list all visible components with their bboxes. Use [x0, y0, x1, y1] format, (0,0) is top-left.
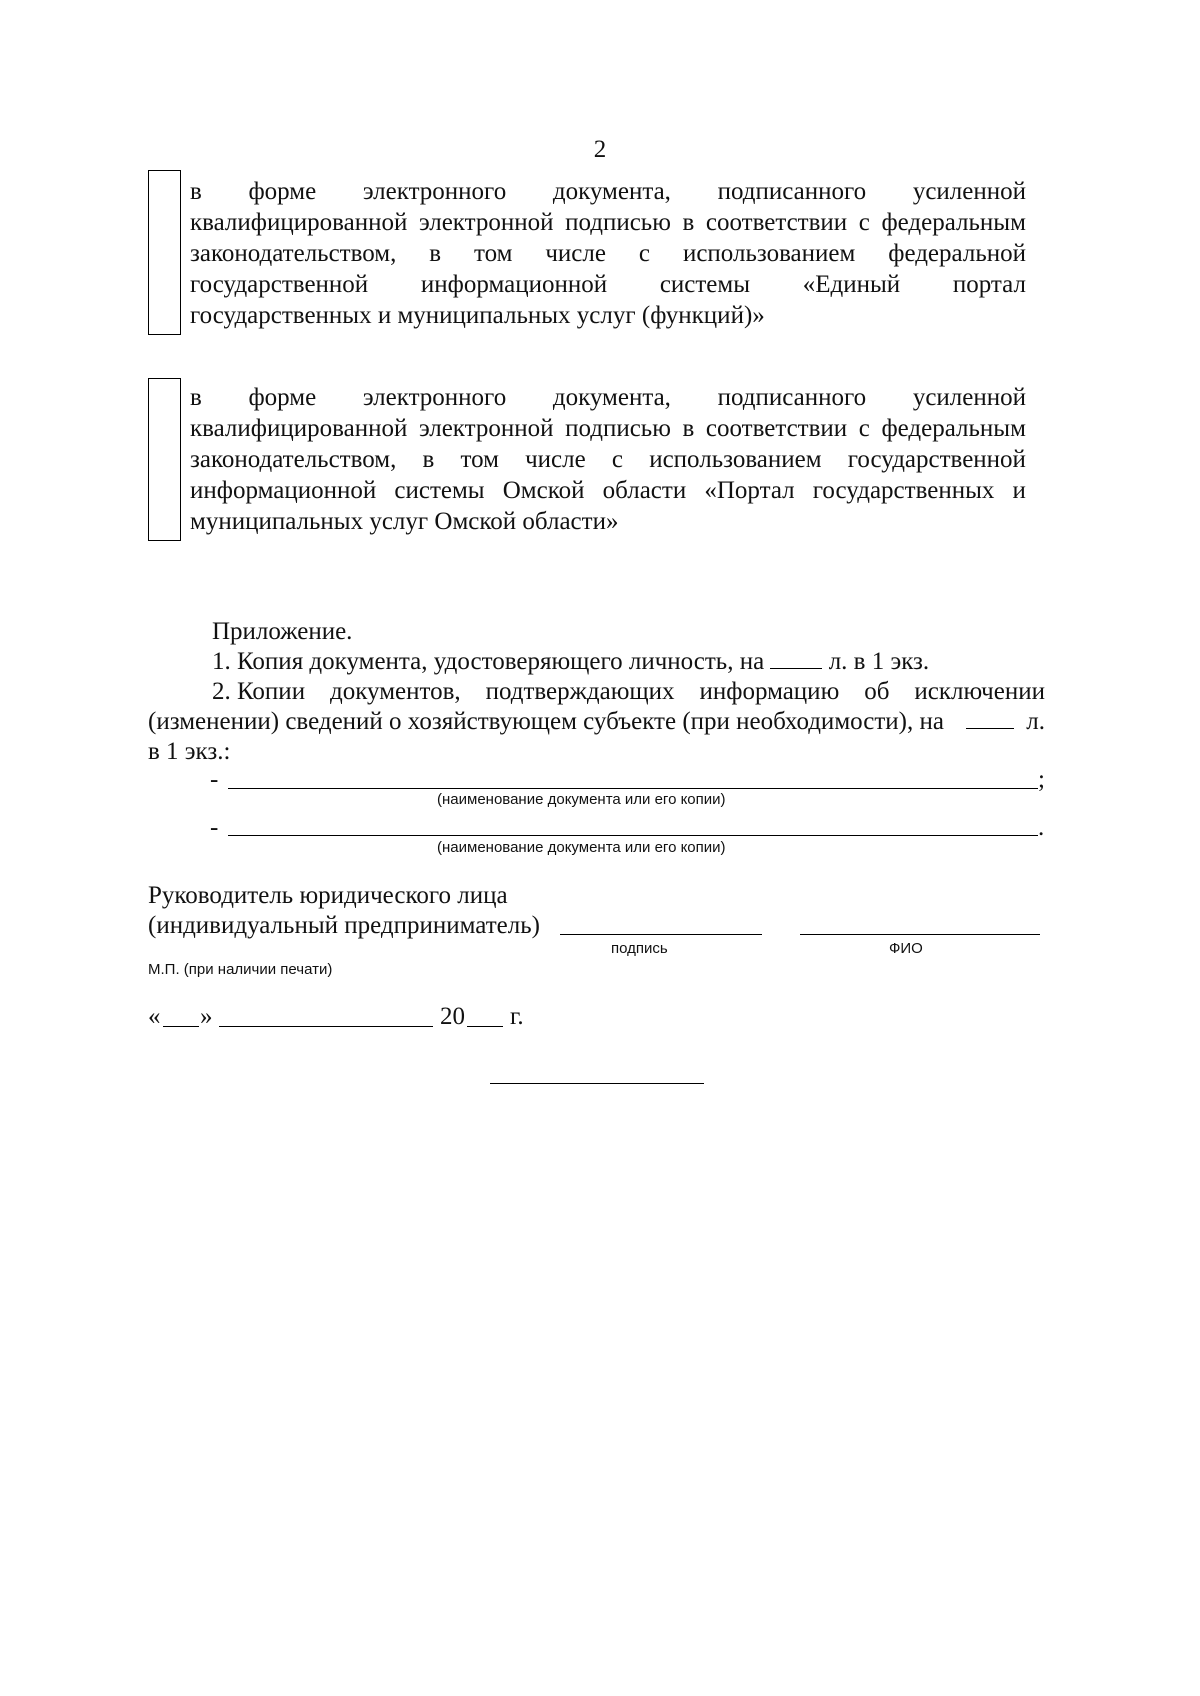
option-2-line-4	[190, 475, 1026, 506]
attachment-item-2-line-1	[212, 676, 1045, 707]
word: документа,	[552, 384, 671, 411]
word: государственных	[812, 477, 995, 504]
signature-caption: подпись	[611, 940, 668, 957]
word: усиленной	[912, 178, 1026, 205]
word: использованием	[682, 240, 856, 267]
option-1-line-3	[190, 238, 1026, 269]
word: подписью	[565, 415, 671, 442]
word: государственной	[847, 446, 1026, 473]
attachment-item-1	[212, 646, 929, 677]
word: том	[473, 240, 513, 267]
line-text: информационной	[190, 477, 377, 504]
doc-line-1-end: ;	[1038, 766, 1045, 793]
word: форме	[248, 178, 317, 205]
item-2-line-2-text: (изменении) сведений о хозяйствующем субъекте (при необходимости), на	[148, 708, 944, 735]
word: в	[190, 178, 202, 205]
item-1-text: 1. Копия документа, удостоверяющего личность, на	[212, 648, 765, 675]
word: Омской	[502, 477, 585, 504]
doc-line-1[interactable]	[228, 788, 1038, 789]
option-text-2	[190, 382, 1026, 537]
attachment-item-2-line-2	[148, 706, 1045, 737]
word: подписанного	[717, 178, 867, 205]
signer-title-line-2: (индивидуальный предприниматель)	[148, 912, 540, 939]
page-number: 2	[593, 136, 607, 163]
word: в	[190, 384, 202, 411]
word: документа,	[552, 178, 671, 205]
item-2-pages-blank[interactable]	[966, 708, 1014, 729]
signature-line[interactable]	[560, 934, 762, 935]
date-day-blank[interactable]	[163, 1026, 199, 1027]
doc-line-2-dash: -	[210, 814, 219, 841]
doc-line-2-caption: (наименование документа или его копии)	[437, 839, 726, 856]
option-2-line-5: муниципальных услуг Омской области»	[190, 508, 619, 535]
doc-line-1-caption: (наименование документа или его копии)	[437, 791, 726, 808]
word: использованием	[649, 446, 822, 473]
date-year-prefix: 20	[440, 1003, 465, 1030]
option-checkbox-2[interactable]	[148, 378, 181, 541]
word: законодательством,	[190, 240, 397, 267]
word: 2. Копии	[212, 678, 306, 705]
name-line[interactable]	[800, 934, 1040, 935]
word: соответствии	[705, 415, 848, 442]
word: в	[682, 415, 695, 442]
word: документов,	[330, 678, 461, 705]
line-text: квалифицированной	[190, 415, 408, 442]
word: «Портал	[704, 477, 795, 504]
item-2-line-2-end	[966, 706, 1045, 737]
word: системы	[659, 271, 751, 298]
word: федеральным	[881, 209, 1026, 236]
word: том	[460, 446, 499, 473]
word: и	[1012, 477, 1026, 504]
seal-caption: М.П. (при наличии печати)	[148, 961, 333, 978]
doc-line-1-dash: -	[210, 766, 219, 793]
word: электронной	[418, 209, 554, 236]
word: с	[638, 240, 651, 267]
doc-line-2[interactable]	[228, 835, 1038, 836]
word: информационной	[420, 271, 608, 298]
option-1-line-5: государственных и муниципальных услуг (функций)»	[190, 302, 765, 329]
date-close-quote: »	[200, 1003, 213, 1030]
item-2-suffix: л.	[1026, 708, 1045, 735]
word: государственной	[190, 271, 369, 298]
option-checkbox-1[interactable]	[148, 170, 181, 335]
word: с	[611, 446, 624, 473]
word: соответствии	[705, 209, 848, 236]
word: с	[858, 415, 870, 442]
date-month-blank[interactable]	[219, 1026, 433, 1027]
option-text-1	[190, 176, 1026, 331]
item-1-suffix: л. в 1 экз.	[828, 648, 930, 675]
word: электронного	[362, 384, 507, 411]
word: федеральным	[881, 415, 1026, 442]
word: системы	[394, 477, 485, 504]
option-1-line-4	[190, 269, 1026, 300]
word: в	[429, 240, 442, 267]
date-open-quote: «	[148, 1003, 161, 1030]
word: области	[602, 477, 687, 504]
word: портал	[952, 271, 1026, 298]
word: законодательством,	[190, 446, 397, 473]
word: федеральной	[888, 240, 1026, 267]
option-1-line-2	[190, 207, 1026, 238]
doc-line-2-end: .	[1038, 814, 1045, 841]
attachment-item-2-line-3: в 1 экз.:	[148, 738, 231, 765]
option-2-line-2	[190, 413, 1026, 444]
word: подписью	[565, 209, 671, 236]
word: в	[422, 446, 435, 473]
word: усиленной	[912, 384, 1026, 411]
attachment-heading: Приложение.	[212, 618, 353, 645]
word: числе	[525, 446, 586, 473]
option-2-line-1	[190, 382, 1026, 413]
word: подтверждающих	[485, 678, 675, 705]
name-caption: ФИО	[889, 940, 923, 957]
word: подписанного	[717, 384, 867, 411]
signer-title-line-1: Руководитель юридического лица	[148, 882, 508, 909]
word: электронного	[362, 178, 507, 205]
date-year-blank[interactable]	[467, 1026, 503, 1027]
date-year-suffix: г.	[510, 1003, 524, 1030]
line-text: квалифицированной	[190, 209, 408, 236]
word: исключении	[914, 678, 1045, 705]
word: об	[864, 678, 890, 705]
item-1-pages-blank[interactable]	[770, 648, 822, 669]
word: числе	[545, 240, 606, 267]
closing-divider	[490, 1083, 704, 1084]
option-1-line-1	[190, 176, 1026, 207]
word: «Единый	[802, 271, 901, 298]
word: информацию	[699, 678, 840, 705]
word: электронной	[418, 415, 554, 442]
option-2-line-3	[190, 444, 1026, 475]
word: с	[858, 209, 870, 236]
word: форме	[248, 384, 317, 411]
word: в	[682, 209, 695, 236]
